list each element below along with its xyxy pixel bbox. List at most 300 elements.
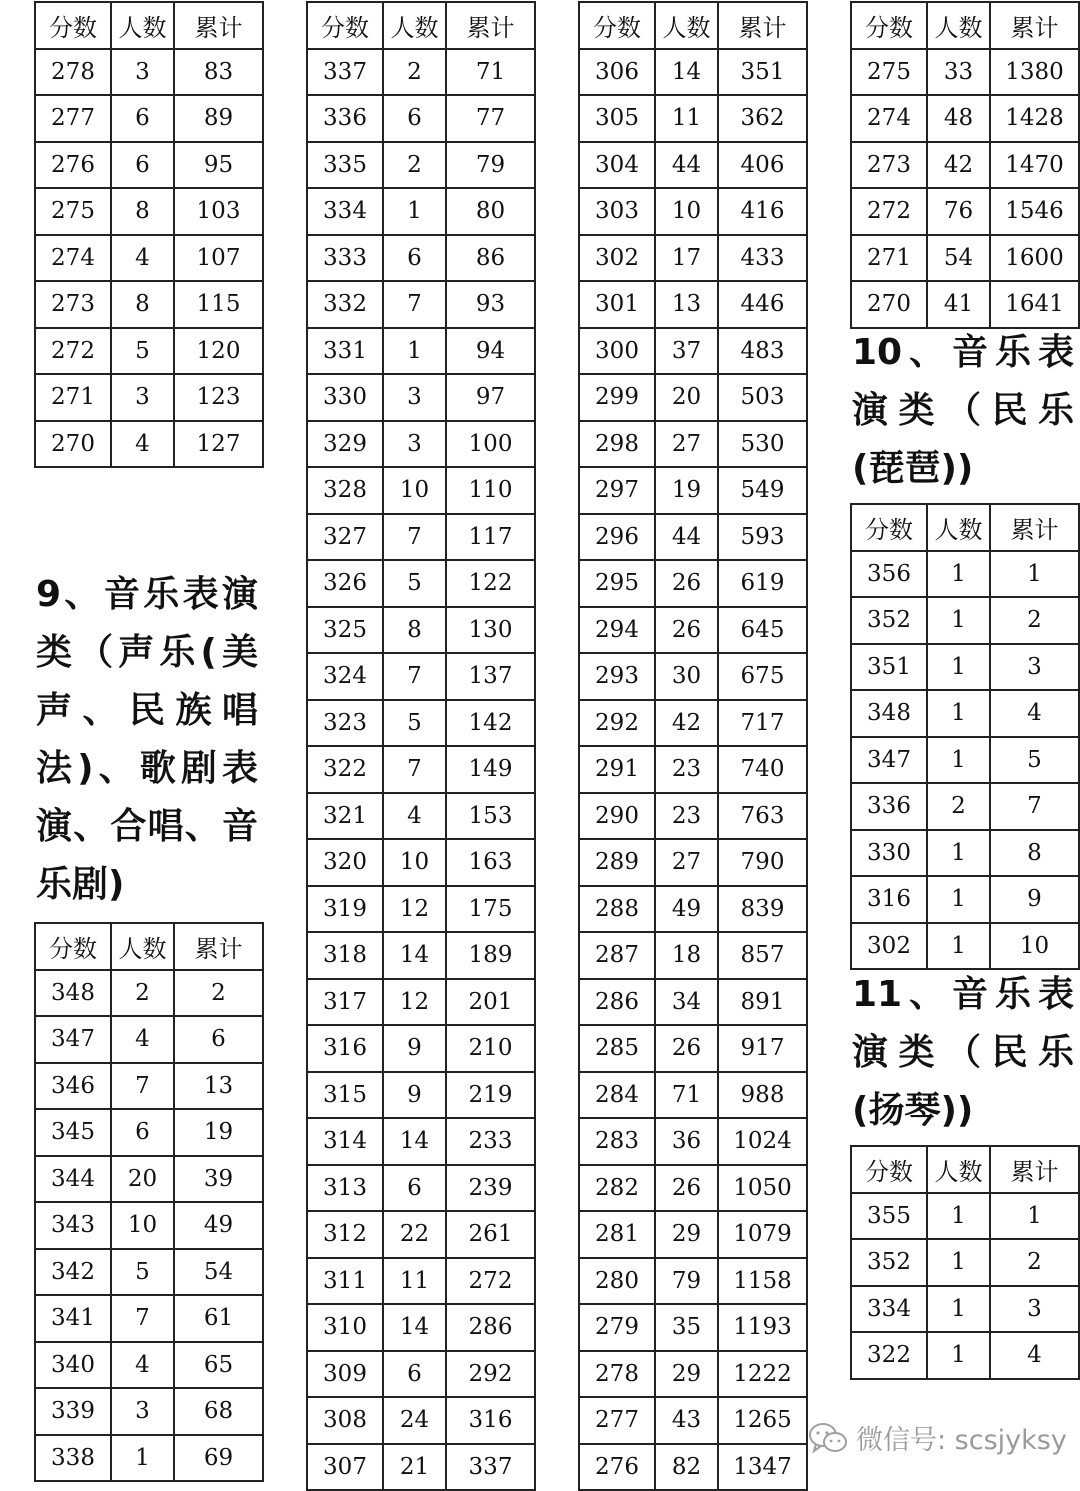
table-row: [35, 1016, 263, 1063]
score-cell: 291: [579, 746, 655, 793]
score-cell: 339: [35, 1388, 111, 1435]
table-row: [851, 1239, 1079, 1286]
score-cell: 296: [579, 514, 655, 561]
count-cell: 10: [383, 467, 446, 514]
cumulative-cell: 549: [718, 467, 807, 514]
cumulative-cell: 71: [446, 49, 535, 96]
column-header: 累计: [174, 923, 263, 970]
score-cell: 306: [579, 49, 655, 96]
score-cell: 334: [307, 188, 383, 235]
cumulative-cell: 175: [446, 886, 535, 933]
cumulative-cell: 13: [174, 1063, 263, 1110]
count-cell: 2: [383, 49, 446, 96]
column-header: 人数: [927, 1146, 990, 1193]
score-table-section9-part2: [306, 1, 536, 1491]
cumulative-cell: 2: [174, 970, 263, 1017]
column-header: 累计: [446, 2, 535, 49]
count-cell: 82: [655, 1444, 718, 1491]
table-row: [579, 700, 807, 747]
count-cell: 30: [655, 653, 718, 700]
score-cell: 299: [579, 374, 655, 421]
cumulative-cell: 189: [446, 932, 535, 979]
table-row: [35, 281, 263, 328]
cumulative-cell: 917: [718, 1025, 807, 1072]
score-cell: 277: [35, 95, 111, 142]
column-header: 人数: [383, 2, 446, 49]
score-cell: 331: [307, 328, 383, 375]
column-header: 分数: [307, 2, 383, 49]
score-cell: 281: [579, 1211, 655, 1258]
score-cell: 321: [307, 793, 383, 840]
table-row: [35, 142, 263, 189]
table-row: [579, 1304, 807, 1351]
count-cell: 3: [383, 374, 446, 421]
score-cell: 307: [307, 1444, 383, 1491]
wechat-icon: [808, 1421, 848, 1455]
table-header-row: [579, 2, 807, 49]
cumulative-cell: 61: [174, 1295, 263, 1342]
score-cell: 333: [307, 235, 383, 282]
count-cell: 54: [927, 235, 990, 282]
table-row: [35, 49, 263, 96]
count-cell: 7: [383, 514, 446, 561]
count-cell: 18: [655, 932, 718, 979]
score-cell: 275: [851, 49, 927, 96]
table-row: [307, 328, 535, 375]
count-cell: 76: [927, 188, 990, 235]
table-row: [307, 1397, 535, 1444]
table-row: [579, 281, 807, 328]
count-cell: 7: [111, 1063, 174, 1110]
cumulative-cell: 483: [718, 328, 807, 375]
count-cell: 14: [383, 1118, 446, 1165]
table-row: [579, 95, 807, 142]
count-cell: 1: [383, 328, 446, 375]
cumulative-cell: 127: [174, 421, 263, 468]
table-row: [307, 49, 535, 96]
table-row: [579, 467, 807, 514]
section-9-heading: 9、音乐表演类（声乐(美声、民族唱法)、歌剧表演、合唱、音乐剧): [36, 574, 258, 905]
count-cell: 6: [383, 95, 446, 142]
score-cell: 330: [307, 374, 383, 421]
count-cell: 17: [655, 235, 718, 282]
column-header: 分数: [851, 504, 927, 551]
cumulative-cell: 645: [718, 607, 807, 654]
score-cell: 327: [307, 514, 383, 561]
count-cell: 36: [655, 1118, 718, 1165]
table-row: [579, 49, 807, 96]
cumulative-cell: 219: [446, 1072, 535, 1119]
cumulative-cell: 49: [174, 1202, 263, 1249]
cumulative-cell: 446: [718, 281, 807, 328]
score-cell: 323: [307, 700, 383, 747]
count-cell: 9: [383, 1025, 446, 1072]
count-cell: 4: [383, 793, 446, 840]
score-table-section9-part4: [850, 1, 1080, 329]
cumulative-cell: 77: [446, 95, 535, 142]
score-cell: 352: [851, 597, 927, 644]
score-cell: 272: [35, 328, 111, 375]
count-cell: 1: [927, 923, 990, 970]
cumulative-cell: 103: [174, 188, 263, 235]
table-row: [307, 1304, 535, 1351]
column-header: 人数: [927, 2, 990, 49]
count-cell: 1: [927, 551, 990, 598]
count-cell: 12: [383, 979, 446, 1026]
table-row: [307, 653, 535, 700]
table-row: [307, 188, 535, 235]
table-row: [307, 281, 535, 328]
table-row: [307, 746, 535, 793]
score-cell: 318: [307, 932, 383, 979]
count-cell: 21: [383, 1444, 446, 1491]
count-cell: 27: [655, 839, 718, 886]
count-cell: 23: [655, 793, 718, 840]
score-cell: 330: [851, 830, 927, 877]
table-row: [579, 421, 807, 468]
cumulative-cell: 857: [718, 932, 807, 979]
count-cell: 43: [655, 1397, 718, 1444]
score-cell: 275: [35, 188, 111, 235]
score-cell: 310: [307, 1304, 383, 1351]
table-row: [307, 1165, 535, 1212]
cumulative-cell: 362: [718, 95, 807, 142]
table-row: [307, 1118, 535, 1165]
table-row: [35, 1063, 263, 1110]
cumulative-cell: 351: [718, 49, 807, 96]
table-row: [307, 421, 535, 468]
count-cell: 6: [383, 235, 446, 282]
score-cell: 288: [579, 886, 655, 933]
cumulative-cell: 233: [446, 1118, 535, 1165]
score-cell: 320: [307, 839, 383, 886]
table-row: [851, 597, 1079, 644]
cumulative-cell: 86: [446, 235, 535, 282]
count-cell: 6: [383, 1351, 446, 1398]
cumulative-cell: 94: [446, 328, 535, 375]
count-cell: 26: [655, 1165, 718, 1212]
table-row: [579, 235, 807, 282]
table-row: [35, 1295, 263, 1342]
table-row: [579, 1211, 807, 1258]
table-row: [307, 1211, 535, 1258]
column-header: 分数: [35, 2, 111, 49]
count-cell: 4: [111, 1016, 174, 1063]
table-row: [35, 1388, 263, 1435]
cumulative-cell: 97: [446, 374, 535, 421]
score-cell: 274: [851, 95, 927, 142]
table-row: [579, 746, 807, 793]
score-cell: 277: [579, 1397, 655, 1444]
count-cell: 22: [383, 1211, 446, 1258]
count-cell: 2: [927, 783, 990, 830]
cumulative-cell: 142: [446, 700, 535, 747]
score-cell: 271: [35, 374, 111, 421]
count-cell: 12: [383, 886, 446, 933]
count-cell: 1: [927, 1286, 990, 1333]
count-cell: 10: [111, 1202, 174, 1249]
table-row: [307, 979, 535, 1026]
count-cell: 4: [111, 421, 174, 468]
cumulative-cell: 1428: [990, 95, 1079, 142]
table-row: [307, 607, 535, 654]
cumulative-cell: 717: [718, 700, 807, 747]
count-cell: 1: [927, 597, 990, 644]
table-row: [579, 1072, 807, 1119]
table-row: [579, 932, 807, 979]
score-cell: 303: [579, 188, 655, 235]
score-cell: 355: [851, 1193, 927, 1240]
column-header: 分数: [35, 923, 111, 970]
score-cell: 283: [579, 1118, 655, 1165]
count-cell: 24: [383, 1397, 446, 1444]
cumulative-cell: 137: [446, 653, 535, 700]
table-row: [579, 793, 807, 840]
table-row: [35, 1435, 263, 1482]
count-cell: 37: [655, 328, 718, 375]
count-cell: 11: [655, 95, 718, 142]
cumulative-cell: 1: [990, 1193, 1079, 1240]
count-cell: 10: [655, 188, 718, 235]
table-row: [579, 142, 807, 189]
wechat-watermark: [808, 1418, 1067, 1457]
count-cell: 26: [655, 560, 718, 607]
table-row: [307, 932, 535, 979]
table-row: [35, 421, 263, 468]
table-row: [579, 328, 807, 375]
count-cell: 1: [927, 644, 990, 691]
table-row: [35, 970, 263, 1017]
score-cell: 316: [307, 1025, 383, 1072]
cumulative-cell: 122: [446, 560, 535, 607]
score-cell: 308: [307, 1397, 383, 1444]
cumulative-cell: 593: [718, 514, 807, 561]
score-cell: 348: [35, 970, 111, 1017]
table-row: [307, 886, 535, 933]
count-cell: 20: [655, 374, 718, 421]
count-cell: 3: [383, 421, 446, 468]
score-cell: 338: [35, 1435, 111, 1482]
score-cell: 273: [35, 281, 111, 328]
cumulative-cell: 107: [174, 235, 263, 282]
table-row: [579, 1351, 807, 1398]
count-cell: 44: [655, 142, 718, 189]
cumulative-cell: 1600: [990, 235, 1079, 282]
score-cell: 312: [307, 1211, 383, 1258]
score-cell: 335: [307, 142, 383, 189]
table-row: [35, 1202, 263, 1249]
score-cell: 276: [35, 142, 111, 189]
cumulative-cell: 93: [446, 281, 535, 328]
score-cell: 284: [579, 1072, 655, 1119]
cumulative-cell: 891: [718, 979, 807, 1026]
table-row: [579, 653, 807, 700]
table-row: [307, 95, 535, 142]
cumulative-cell: 530: [718, 421, 807, 468]
count-cell: 10: [383, 839, 446, 886]
table-row: [579, 886, 807, 933]
cumulative-cell: 80: [446, 188, 535, 235]
table-row: [851, 737, 1079, 784]
table-row: [851, 830, 1079, 877]
cumulative-cell: 1347: [718, 1444, 807, 1491]
count-cell: 14: [655, 49, 718, 96]
cumulative-cell: 1470: [990, 142, 1079, 189]
count-cell: 7: [383, 653, 446, 700]
table-row: [35, 235, 263, 282]
score-cell: 270: [851, 281, 927, 328]
count-cell: 23: [655, 746, 718, 793]
count-cell: 5: [111, 1249, 174, 1296]
score-cell: 271: [851, 235, 927, 282]
table-row: [35, 328, 263, 375]
count-cell: 8: [383, 607, 446, 654]
count-cell: 14: [383, 1304, 446, 1351]
count-cell: 1: [927, 737, 990, 784]
count-cell: 5: [111, 328, 174, 375]
cumulative-cell: 337: [446, 1444, 535, 1491]
score-cell: 347: [35, 1016, 111, 1063]
table-row: [579, 839, 807, 886]
count-cell: 42: [655, 700, 718, 747]
count-cell: 1: [111, 1435, 174, 1482]
score-cell: 324: [307, 653, 383, 700]
table-header-row: [851, 504, 1079, 551]
score-cell: 336: [851, 783, 927, 830]
table-header-row: [851, 1146, 1079, 1193]
count-cell: 49: [655, 886, 718, 933]
cumulative-cell: 416: [718, 188, 807, 235]
cumulative-cell: 3: [990, 1286, 1079, 1333]
column-header: 人数: [111, 2, 174, 49]
cumulative-cell: 1193: [718, 1304, 807, 1351]
count-cell: 20: [111, 1156, 174, 1203]
table-row: [307, 1444, 535, 1491]
score-cell: 328: [307, 467, 383, 514]
cumulative-cell: 2: [990, 1239, 1079, 1286]
score-cell: 316: [851, 876, 927, 923]
table-row: [851, 876, 1079, 923]
score-cell: 272: [851, 188, 927, 235]
column-header: 分数: [579, 2, 655, 49]
table-row: [579, 560, 807, 607]
score-cell: 313: [307, 1165, 383, 1212]
cumulative-cell: 110: [446, 467, 535, 514]
score-cell: 287: [579, 932, 655, 979]
table-row: [579, 607, 807, 654]
score-cell: 346: [35, 1063, 111, 1110]
cumulative-cell: 68: [174, 1388, 263, 1435]
score-cell: 302: [579, 235, 655, 282]
count-cell: 1: [383, 188, 446, 235]
score-cell: 301: [579, 281, 655, 328]
cumulative-cell: 19: [174, 1109, 263, 1156]
count-cell: 48: [927, 95, 990, 142]
score-cell: 302: [851, 923, 927, 970]
table-row: [579, 1118, 807, 1165]
column-header: 人数: [927, 504, 990, 551]
score-cell: 314: [307, 1118, 383, 1165]
table-row: [307, 700, 535, 747]
cumulative-cell: 1079: [718, 1211, 807, 1258]
score-table-section9-part1: [34, 922, 264, 1482]
count-cell: 1: [927, 1193, 990, 1240]
table-row: [579, 1025, 807, 1072]
cumulative-cell: 503: [718, 374, 807, 421]
cumulative-cell: 790: [718, 839, 807, 886]
table-row: [579, 1397, 807, 1444]
cumulative-cell: 117: [446, 514, 535, 561]
score-cell: 270: [35, 421, 111, 468]
column-header: 累计: [990, 1146, 1079, 1193]
score-cell: 337: [307, 49, 383, 96]
score-cell: 286: [579, 979, 655, 1026]
table-row: [35, 1342, 263, 1389]
table-row: [307, 839, 535, 886]
cumulative-cell: 5: [990, 737, 1079, 784]
score-cell: 289: [579, 839, 655, 886]
count-cell: 5: [383, 700, 446, 747]
cumulative-cell: 763: [718, 793, 807, 840]
cumulative-cell: 10: [990, 923, 1079, 970]
table-row: [851, 923, 1079, 970]
table-row: [851, 644, 1079, 691]
table-row: [851, 1332, 1079, 1379]
score-cell: 294: [579, 607, 655, 654]
table-header-row: [851, 2, 1079, 49]
count-cell: 34: [655, 979, 718, 1026]
count-cell: 7: [383, 746, 446, 793]
score-cell: 352: [851, 1239, 927, 1286]
table-row: [35, 188, 263, 235]
count-cell: 26: [655, 607, 718, 654]
count-cell: 19: [655, 467, 718, 514]
score-cell: 343: [35, 1202, 111, 1249]
cumulative-cell: 54: [174, 1249, 263, 1296]
score-cell: 334: [851, 1286, 927, 1333]
table-row: [35, 1109, 263, 1156]
column-header: 人数: [111, 923, 174, 970]
count-cell: 8: [111, 281, 174, 328]
cumulative-cell: 79: [446, 142, 535, 189]
table-header-row: [35, 2, 263, 49]
count-cell: 11: [383, 1258, 446, 1305]
score-cell: 319: [307, 886, 383, 933]
score-cell: 282: [579, 1165, 655, 1212]
table-row: [851, 690, 1079, 737]
score-cell: 298: [579, 421, 655, 468]
table-row: [851, 188, 1079, 235]
table-row: [851, 142, 1079, 189]
cumulative-cell: 130: [446, 607, 535, 654]
cumulative-cell: 1546: [990, 188, 1079, 235]
cumulative-cell: 153: [446, 793, 535, 840]
score-table-section11: [850, 1145, 1080, 1380]
table-row: [307, 1072, 535, 1119]
score-cell: 274: [35, 235, 111, 282]
count-cell: 27: [655, 421, 718, 468]
cumulative-cell: 7: [990, 783, 1079, 830]
count-cell: 8: [111, 188, 174, 235]
score-cell: 293: [579, 653, 655, 700]
count-cell: 2: [383, 142, 446, 189]
score-cell: 305: [579, 95, 655, 142]
cumulative-cell: 210: [446, 1025, 535, 1072]
count-cell: 1: [927, 876, 990, 923]
table-row: [579, 188, 807, 235]
section-11-heading: 11、音乐表演类（民乐(扬琴)): [852, 974, 1074, 1131]
cumulative-cell: 149: [446, 746, 535, 793]
